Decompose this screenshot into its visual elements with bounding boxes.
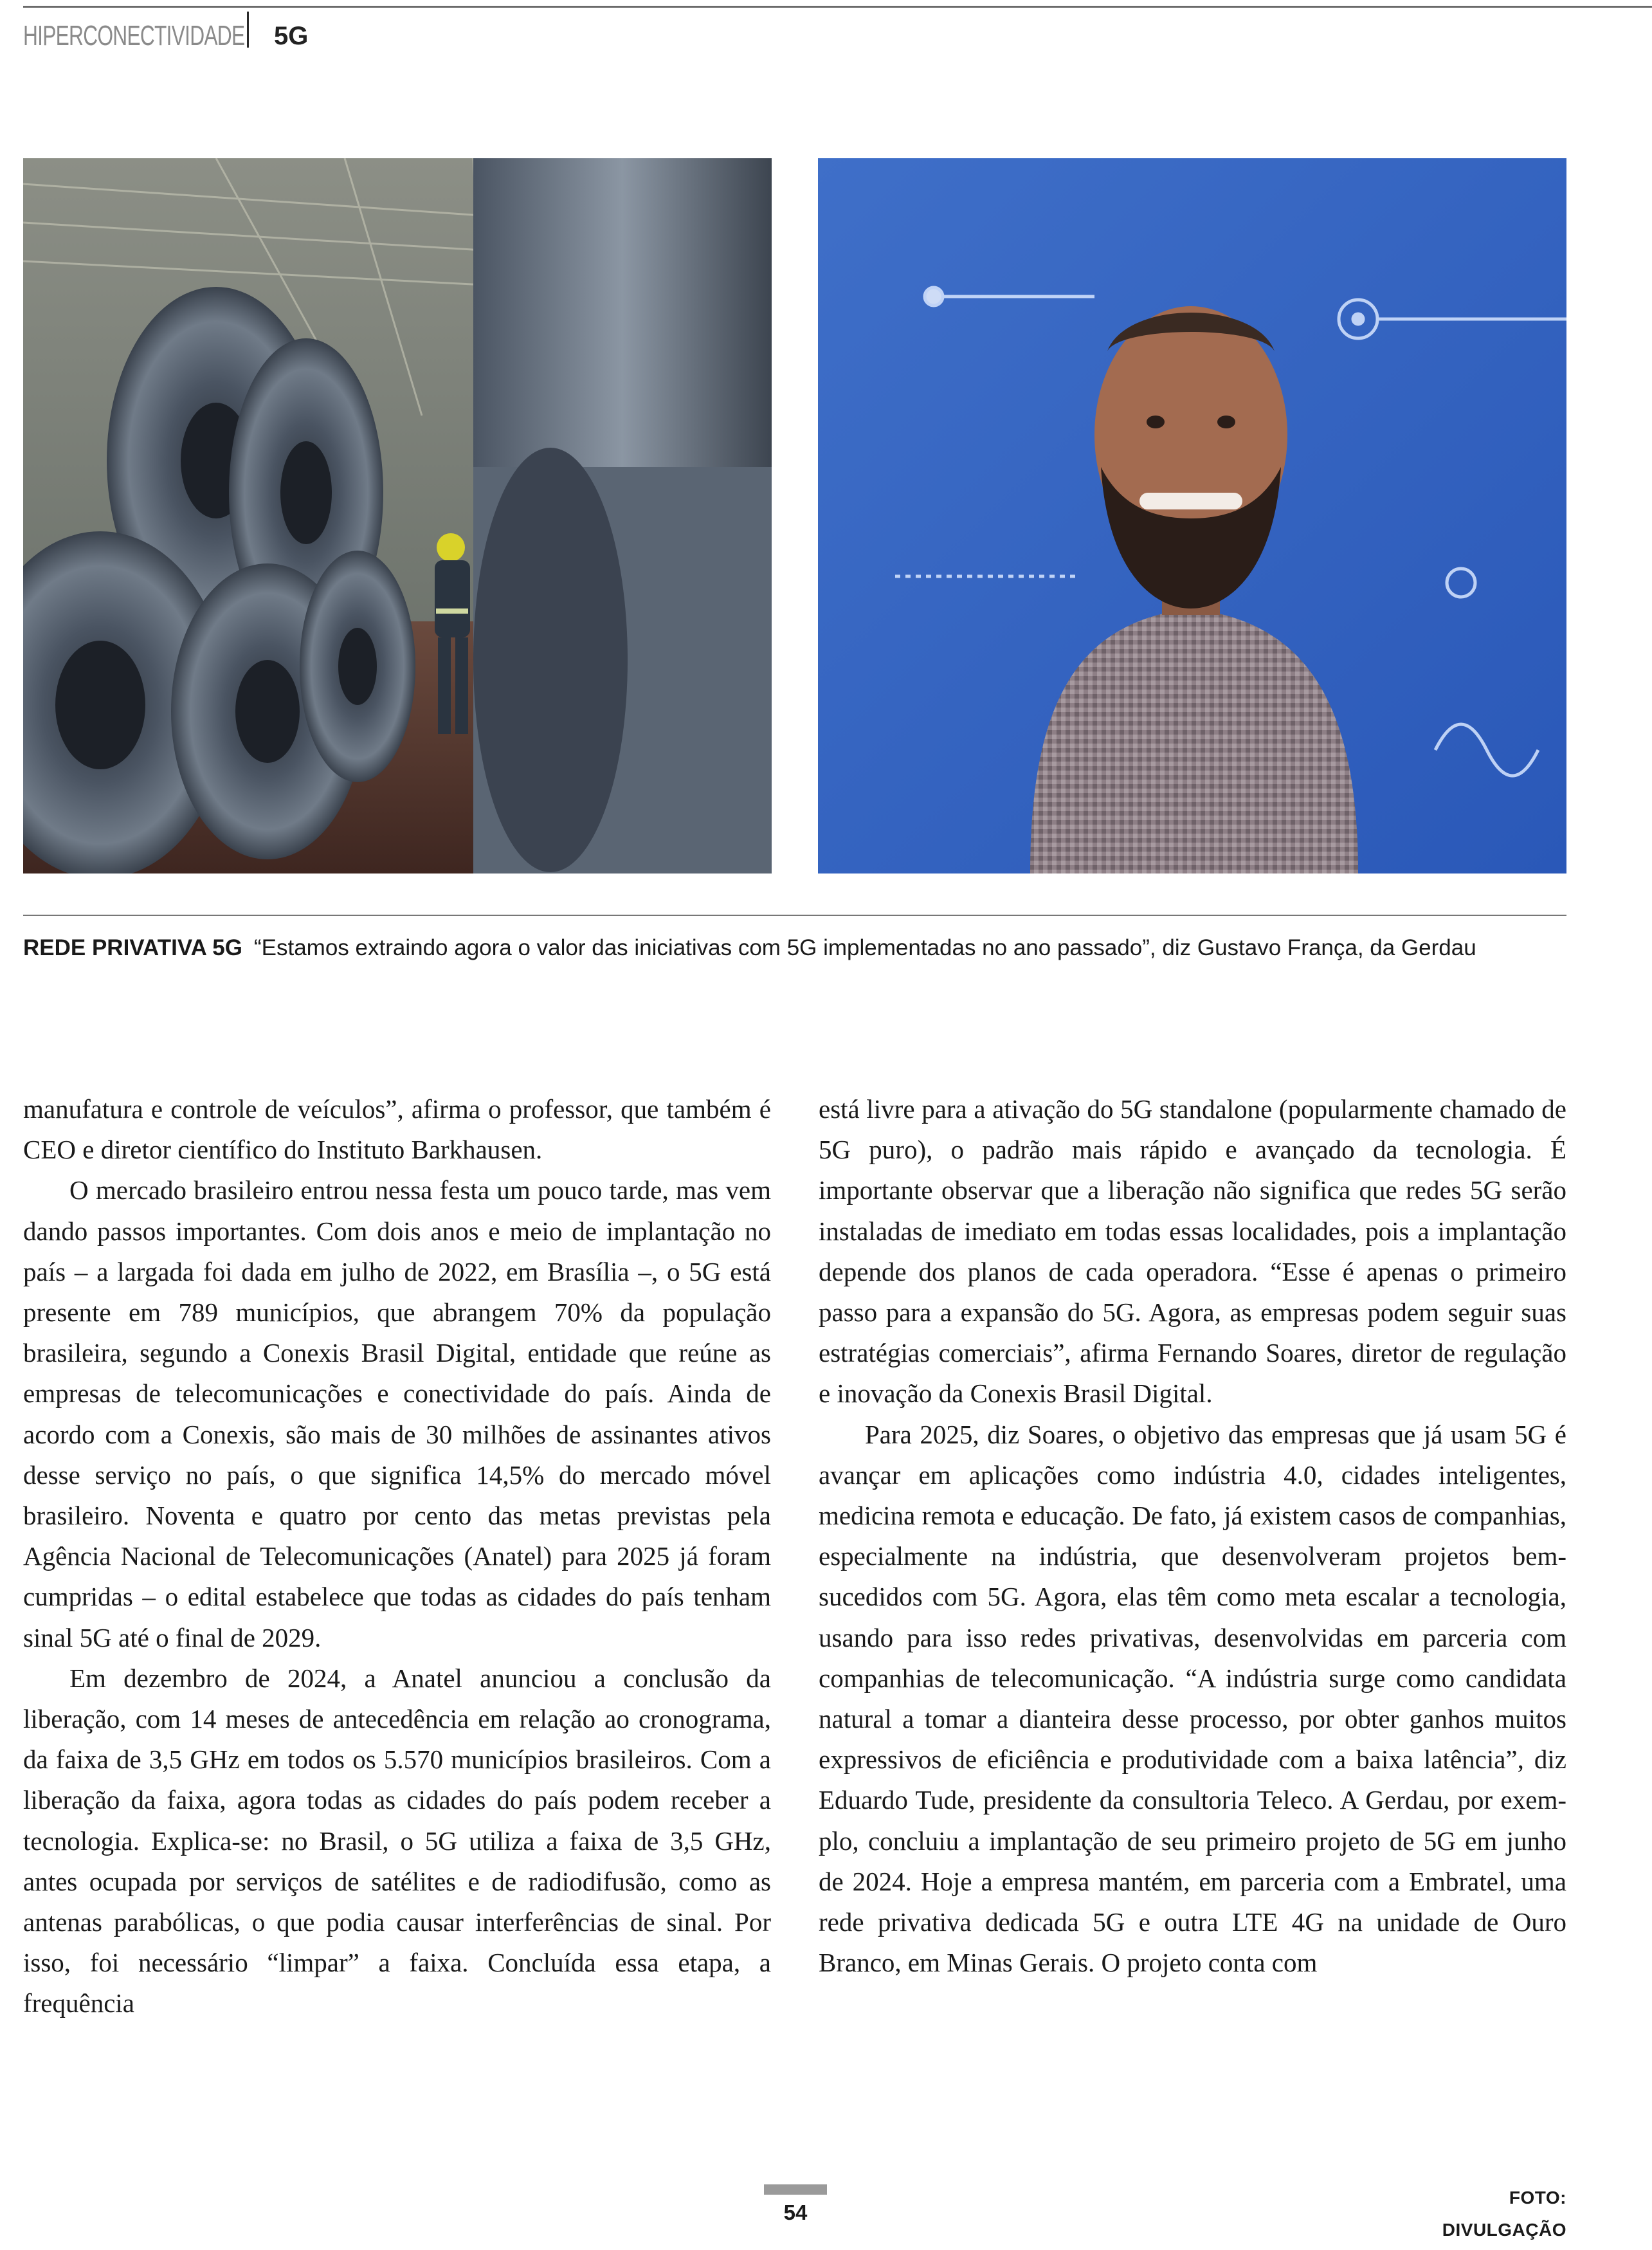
paragraph: Em dezembro de 2024, a Anatel anunciou a conclusão da liberação, com 14 meses de antecedência em relação ao cronograma, da faixa de 3,5 GHz em todos os 5.570 municípios brasileiros. Com a liberação da faixa, agora todas as cidades do país podem receber a tecnologia. Explica-se: no Brasil, o 5G utiliza a faixa de 3,5 GHz, antes ocupada por serviços de satélites e de radiodifusão, como as antenas parabólicas, o que podia causar interferências de sinal. Por isso, foi necessário “limpar” a faixa. Concluída essa etapa, a frequência [23, 1663, 771, 2018]
paragraph: está livre para a ativação do 5G standalone (popularmente chamado de 5G puro), o padrão mais rápido e avançado da tecnologia. É importante observar que a liberação não significa que redes 5G serão instaladas de imediato em todas essas localidades, pois a implantação depende dos planos de cada operadora. “Esse é apenas o primeiro passo para a expansão do 5G. Agora, as empresas podem seguir suas estratégias comerciais”, afirma Fernando Soares, diretor de regulação e inovação da Conexis Brasil Digital. [819, 1094, 1566, 1409]
photo-caption [23, 929, 1579, 967]
page-number-mark [764, 2184, 827, 2195]
paragraph: manufatura e controle de veículos”, afirma o professor, que também é CEO e diretor científico do Instituto Barkhausen. [23, 1094, 771, 1165]
caption-rule [23, 915, 1566, 916]
page-number: 54 [783, 2200, 808, 2224]
section-tag: 5G [274, 22, 309, 50]
photo-gustavo-franca [818, 158, 1566, 873]
section-label: HIPERCONECTIVIDADE [23, 20, 245, 51]
photo-steel-coils [23, 158, 772, 873]
caption-tag: REDE PRIVATIVA 5G [23, 935, 242, 960]
article-column-right [819, 1089, 1566, 1983]
photo-credit: FOTO: DIVULGAÇÃO [1442, 2188, 1566, 2240]
paragraph: Para 2025, diz Soares, o objetivo das empresas que já usam 5G é avançar em aplicações como indústria 4.0, cidades inteligentes, medicina remota e educação. De fato, já existem casos de companhias, especialmente na indústria, que desenvolveram projetos bem-sucedidos com 5G. Agora, elas têm como meta escalar a tecnologia, usando para isso redes privativas, desenvolvidas em parceria com companhias de telecomunicação. “A indústria surge como candidata natural a tomar a dianteira desse processo, por obter ganhos muitos expressivos de eficiência e produtividade com a baixa latência”, diz Eduardo Tude, presidente da consultoria Teleco. A Gerdau, por exemplo, concluiu a implantação de seu primeiro projeto de 5G em junho de 2024. Hoje a empresa mantém, em parceria com a Embratel, uma rede privativa dedicada 5G e outra LTE 4G na unidade de Ouro Branco, em Minas Gerais. O projeto conta com [819, 1419, 1566, 1978]
caption-text: “Estamos extraindo agora o valor das iniciativas com 5G implementadas no ano passado”, diz Gustavo França, da Gerdau [253, 935, 1476, 960]
portrait-illustration [818, 158, 1566, 873]
section-separator [247, 12, 249, 48]
top-rule [23, 6, 1652, 8]
steel-coils-illustration [23, 158, 772, 873]
article-column-left [23, 1089, 771, 2024]
paragraph: O mercado brasileiro entrou nessa festa um pouco tarde, mas vem dando passos importantes. Com dois anos e meio de implantação no país – a largada foi dada em julho de 2022, em Brasília –, o 5G está presente em 789 municípios, que abrangem 70% da população brasileira, segundo a Conexis Brasil Digital, entidade que reúne as empresas de telecomunicações e conectividade do país. Ainda de acordo com a Conexis, são mais de 30 milhões de assinantes ativos desse serviço no país, o que significa 14,5% do mercado móvel brasileiro. Noventa e quatro por cento das metas previstas pela Agência Nacional de Telecomunicações (Anatel) para 2025 já foram cumpridas – o edital estabelece que todas as cidades do país tenham sinal 5G até o final de 2029. [23, 1175, 771, 1652]
